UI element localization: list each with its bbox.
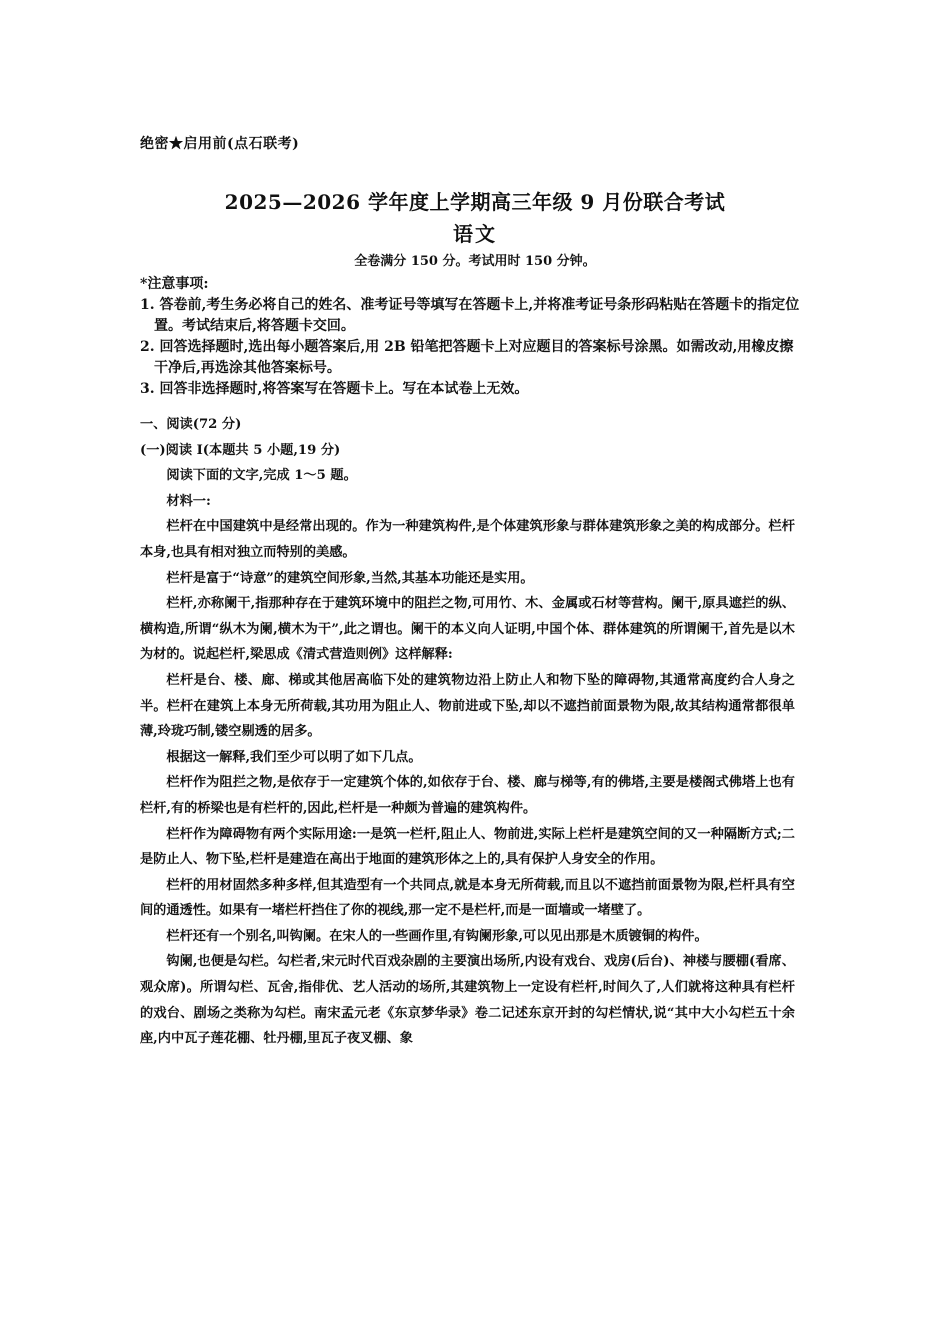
notice-heading: *注意事项: [140,276,209,292]
instruction: 阅读下面的文字,完成 1～5 题。 [166,468,357,484]
notice-item-2: 2. 回答选择题时,选出每小题答案后,用 2B 铅笔把答题卡上对应题目的答案标号涂黑。如需改动,用橡皮擦干净后,再选涂其他答案标号。 [140,339,794,376]
paragraph-5: 根据这一解释,我们至少可以明了如下几点。 [166,749,422,765]
material-label: 材料一: [166,493,211,509]
paragraph-8: 栏杆的用材固然多种多样,但其造型有一个共同点,就是本身无所荷载,而且以不遮挡前面景物为限,栏杆具有空间的通透性。如果有一堵栏杆挡住了你的视线,那一定不是栏杆,而是一面墙或一堵壁了。 [140,877,795,919]
part-heading: 一、阅读(72 分) [140,417,242,432]
notice-item-1: 1. 答卷前,考生务必将自己的姓名、准考证号等填写在答题卡上,并将准考证号条形码粘贴在答题卡的指定位置。考试结束后,将答题卡交回。 [140,297,800,334]
reading-section [140,412,795,1052]
paragraph-1: 栏杆在中国建筑中是经常出现的。作为一种建筑构件,是个体建筑形象与群体建筑形象之美的构成部分。栏杆本身,也具有相对独立而特别的美感。 [140,519,795,560]
score-line: 全卷满分 150 分。考试用时 150 分钟。 [354,254,596,269]
notice-item-3: 3. 回答非选择题时,将答案写在答题卡上。写在本试卷上无效。 [140,381,529,397]
paragraph-7: 栏杆作为障碍物有两个实际用途:一是筑一栏杆,阻止人、物前进,实际上栏杆是建筑空间的又一种隔断方式;二是防止人、物下坠,栏杆是建造在高出于地面的建筑形体之上的,具有保护人身安全的作用。 [140,826,795,868]
exam-title: 2025—2026 学年度上学期高三年级 9 月份联合考试 [224,190,726,214]
paragraph-10: 钩阑,也便是勾栏。勾栏者,宋元时代百戏杂剧的主要演出场所,内设有戏台、戏房(后台)、神楼与腰棚(看席、观众席)。所谓勾栏、瓦舍,指俳优、艺人活动的场所,其建筑物上一定设有栏杆,时间久了,人们就将这种具有栏杆的戏台、剧场之类称为勾栏。南宋孟元老《东京梦华录》卷二记述东京开封的勾栏情状,说“其中大小勾栏五十余座,内中瓦子莲花棚、牡丹棚,里瓦子夜叉棚、象 [140,954,795,1047]
sub-heading: (一)阅读 I(本题共 5 小题,19 分) [140,442,341,458]
paragraph-4-quote: 栏杆是台、楼、廊、梯或其他居高临下处的建筑物边沿上防止人和物下坠的障碍物,其通常高度约合人身之半。栏杆在建筑上本身无所荷载,其功用为阻止人、物前进或下坠,却以不遮挡前面景物为限,故其结构通常都很单薄,玲珑巧制,镂空剔透的居多。 [140,672,795,740]
subject-title: 语文 [453,222,497,246]
paragraph-3: 栏杆,亦称阑干,指那种存在于建筑环境中的阻拦之物,可用竹、木、金属或石材等营构。阑干,原具遮拦的纵、横构造,所谓“纵木为阑,横木为干”,此之谓也。阑干的本义向人证明,中国个体、群体建筑的所谓阑干,首先是以木为材的。说起栏杆,梁思成《清式营造则例》这样解释: [140,596,795,663]
paragraph-6: 栏杆作为阻拦之物,是依存于一定建筑个体的,如依存于台、楼、廊与梯等,有的佛塔,主要是楼阁式佛塔上也有栏杆,有的桥梁也是有栏杆的,因此,栏杆是一种颇为普遍的建筑构件。 [140,775,795,816]
confidential-label: 绝密★启用前(点石联考) [140,136,300,152]
paragraph-2: 栏杆是富于“诗意”的建筑空间形象,当然,其基本功能还是实用。 [166,570,534,586]
paragraph-9: 栏杆还有一个别名,叫钩阑。在宋人的一些画作里,有钩阑形象,可以见出那是木质镀铜的构件。 [166,928,708,944]
notice-section [140,274,800,400]
